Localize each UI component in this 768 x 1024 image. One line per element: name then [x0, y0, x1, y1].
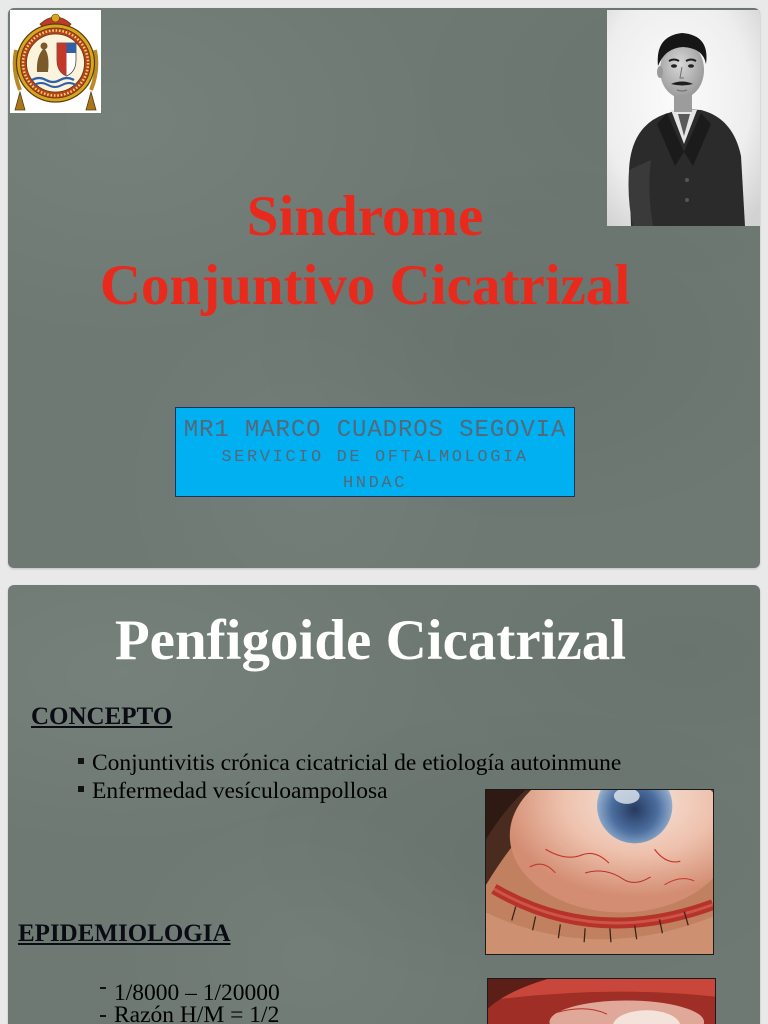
slide-title: [8, 182, 722, 320]
author-name: MR1 MARCO CUADROS SEGOVIA: [183, 417, 567, 444]
eye-photo-2-graphic: [488, 979, 715, 1024]
slide-title-line-2: Conjuntivo Cicatrizal: [99, 254, 631, 317]
bullet-marker: [78, 758, 84, 764]
list-item-text: Razón H/M = 1/2: [114, 1002, 280, 1024]
university-seal-graphic: [10, 10, 101, 113]
dash-marker: [100, 1015, 106, 1017]
bullet-text: Conjuntivitis crónica cicatricial de etiología autoinmune: [92, 750, 622, 776]
author-department: SERVICIO DE OFTALMOLOGIA: [221, 448, 529, 467]
dash-marker: [100, 987, 106, 989]
eye-photo-1: [485, 789, 714, 955]
list-item: [100, 1002, 280, 1024]
slide-title: Penfigoide Cicatrizal: [114, 609, 627, 672]
list-item-text: 1/8000 – 1/20000: [114, 980, 280, 1006]
bullet-item: [78, 749, 621, 777]
bullet-marker: [78, 786, 84, 792]
eye-photo-1-graphic: [486, 790, 713, 954]
eye-photo-2: [487, 978, 716, 1024]
university-seal: [10, 10, 101, 113]
section-heading-concept: CONCEPTO: [31, 703, 173, 730]
bullet-item: [78, 777, 388, 805]
slide-title-line-1: Sindrome: [246, 185, 484, 248]
section-heading-epidemiology: EPIDEMIOLOGIA: [18, 920, 231, 947]
author-hospital: HNDAC: [342, 474, 407, 493]
bullet-text: Enfermedad vesículoampollosa: [92, 778, 388, 804]
slide-2-content-slide: [8, 585, 760, 1024]
slide-1-title-slide: [8, 8, 760, 568]
author-box: [175, 407, 575, 497]
